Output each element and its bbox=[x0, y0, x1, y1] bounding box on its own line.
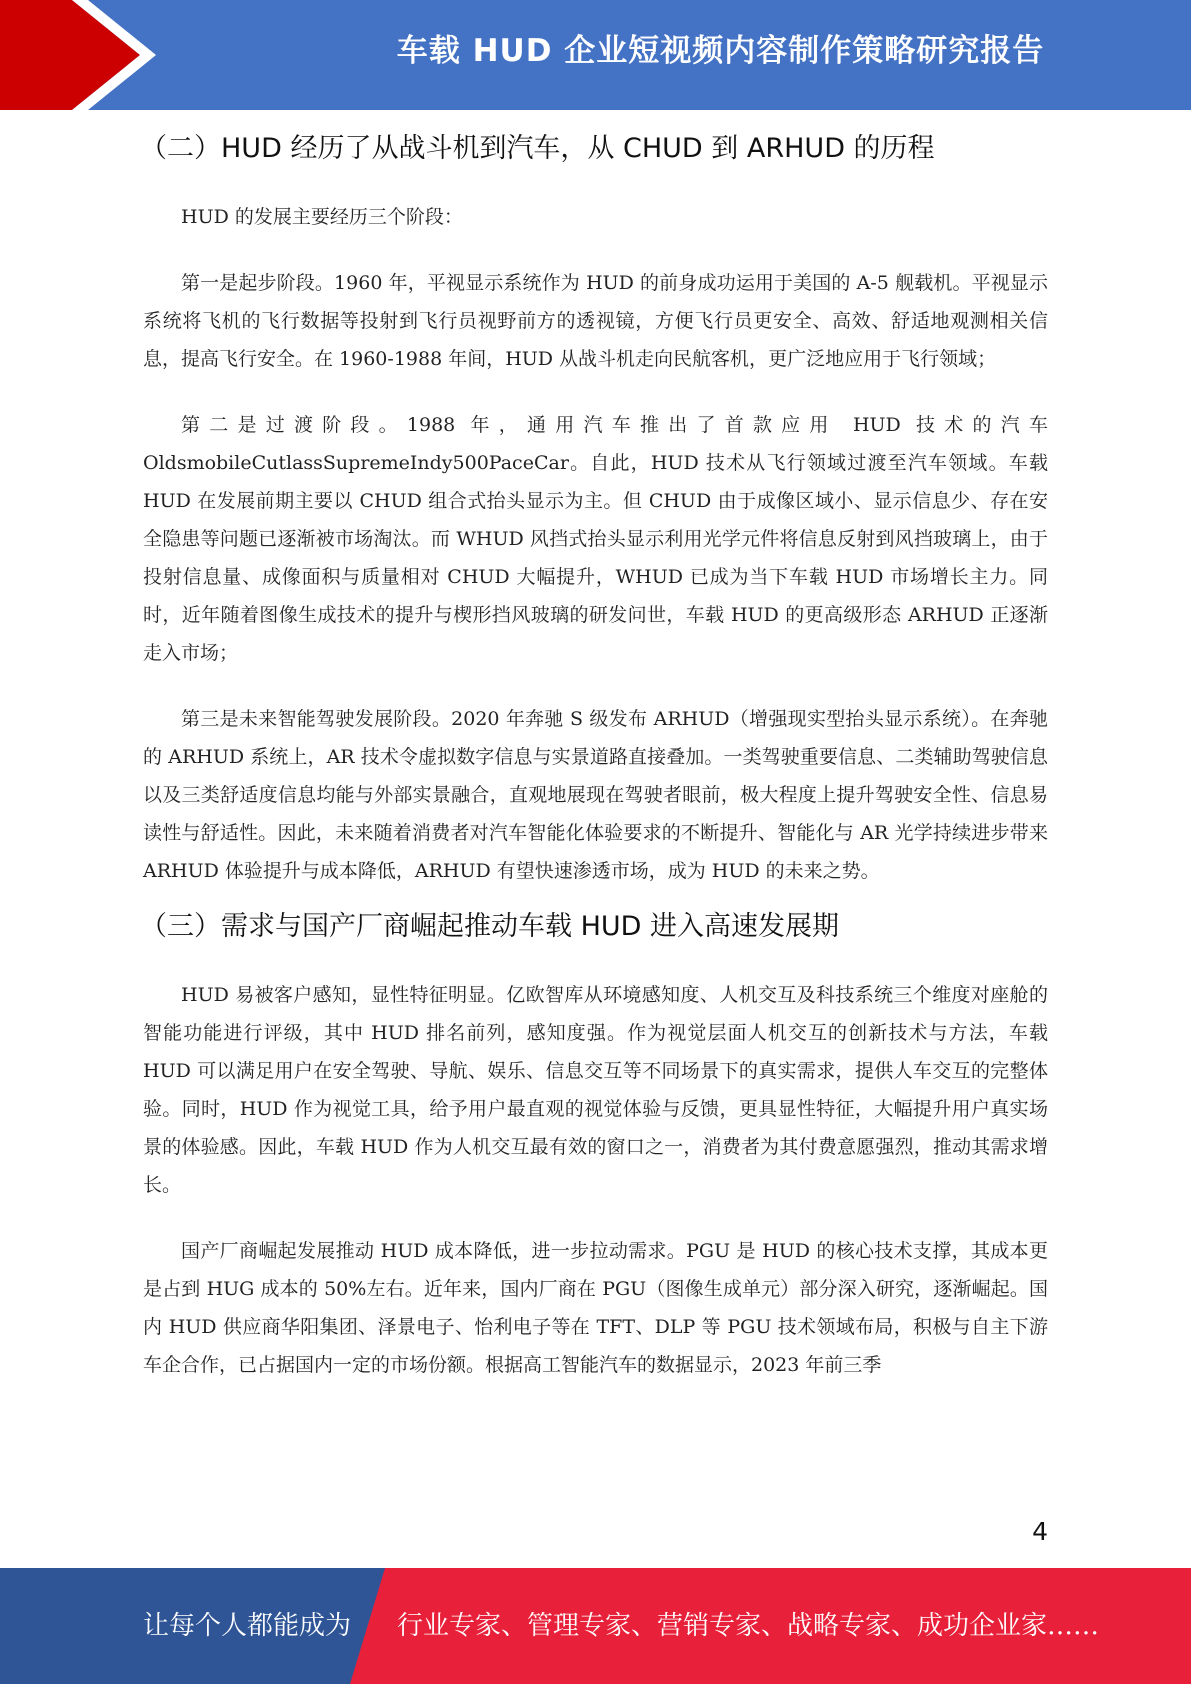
page-number: 4 bbox=[1032, 1517, 1048, 1546]
footer-slogan-right: 行业专家、管理专家、营销专家、战略专家、成功企业家…… bbox=[397, 1611, 1100, 1641]
page-content bbox=[140, 124, 1048, 1384]
footer-slogan-left: 让每个人都能成为 bbox=[143, 1611, 352, 1641]
paragraph: 第一是起步阶段。1960 年，平视显示系统作为 HUD 的前身成功运用于美国的 A-5 舰载机。平视显示系统将飞机的飞行数据等投射到飞行员视野前方的透视镜，方便飞行员更安全、高效、舒适地观测相关信息，提高飞行安全。在 1960-1988 年间，HUD 从战斗机走向民航客机，更广泛地应用于飞行领域； bbox=[143, 272, 1048, 370]
section-heading-3: （三）需求与国产厂商崛起推动车载 HUD 进入高速发展期 bbox=[140, 911, 840, 942]
header-bar bbox=[0, 0, 1191, 110]
paragraph: 第二是过渡阶段。1988 年，通用汽车推出了首款应用 HUD 技术的汽车 OldsmobileCutlassSupremeIndy500PaceCar。自此，HUD 技术从飞行领域过渡至汽车领域。车载 HUD 在发展前期主要以 CHUD 组合式抬头显示为主。但 CHUD 由于成像区域小、显示信息少、存在安全隐患等问题已逐渐被市场淘汰。而 WHUD 风挡式抬头显示利用光学元件将信息反射到风挡玻璃上，由于投射信息量、成像面积与质量相对 CHUD 大幅提升，WHUD 已成为当下车载 HUD 市场增长主力。同时，近年随着图像生成技术的提升与楔形挡风玻璃的研发问世，车载 HUD 的更高级形态 ARHUD 正逐渐走入市场； bbox=[143, 414, 1048, 664]
section-heading-2: （二）HUD 经历了从战斗机到汽车，从 CHUD 到 ARHUD 的历程 bbox=[140, 133, 935, 164]
paragraph: 第三是未来智能驾驶发展阶段。2020 年奔驰 S 级发布 ARHUD（增强现实型抬头显示系统）。在奔驰的 ARHUD 系统上，AR 技术令虚拟数字信息与实景道路直接叠加。一类驾驶重要信息、二类辅助驾驶信息以及三类舒适度信息均能与外部实景融合，直观地展现在驾驶者眼前，极大程度上提升驾驶安全性、信息易读性与舒适性。因此，未来随着消费者对汽车智能化体验要求的不断提升、智能化与 AR 光学持续进步带来 ARHUD 体验提升与成本降低，ARHUD 有望快速渗透市场，成为 HUD 的未来之势。 bbox=[143, 708, 1048, 882]
paragraph: 国产厂商崛起发展推动 HUD 成本降低，进一步拉动需求。PGU 是 HUD 的核心技术支撑，其成本更是占到 HUG 成本的 50%左右。近年来，国内厂商在 PGU（图像生成单元）部分深入研究，逐渐崛起。国内 HUD 供应商华阳集团、泽景电子、怡利电子等在 TFT、DLP 等 PGU 技术领域布局，积极与自主下游车企合作，已占据国内一定的市场份额。根据高工智能汽车的数据显示，2023 年前三季 bbox=[143, 1240, 1048, 1376]
footer-bar bbox=[0, 1568, 1191, 1684]
document-title: 车载 HUD 企业短视频内容制作策略研究报告 bbox=[396, 33, 1045, 69]
paragraph: HUD 易被客户感知，显性特征明显。亿欧智库从环境感知度、人机交互及科技系统三个维度对座舱的智能功能进行评级，其中 HUD 排名前列，感知度强。作为视觉层面人机交互的创新技术与方法，车载 HUD 可以满足用户在安全驾驶、导航、娱乐、信息交互等不同场景下的真实需求，提供人车交互的完整体验。同时，HUD 作为视觉工具，给予用户最直观的视觉体验与反馈，更具显性特征，大幅提升用户真实场景的体验感。因此，车载 HUD 作为人机交互最有效的窗口之一，消费者为其付费意愿强烈，推动其需求增长。 bbox=[143, 984, 1048, 1196]
paragraph: HUD 的发展主要经历三个阶段： bbox=[181, 206, 463, 228]
